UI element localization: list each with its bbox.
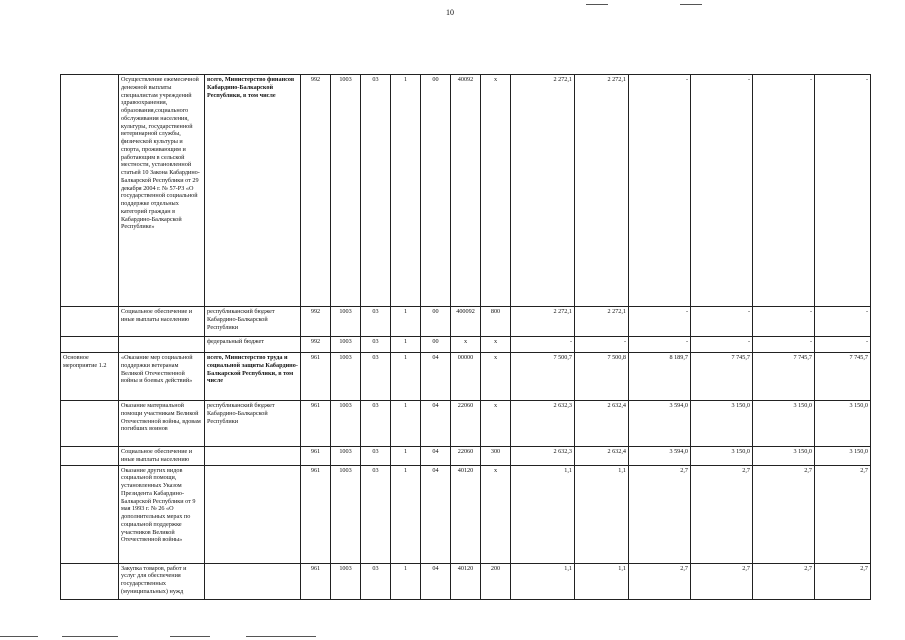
cell-rz: 1003	[331, 353, 361, 401]
table-row	[61, 465, 871, 563]
cell-cs1: 1	[391, 563, 421, 599]
name-cell: Социальное обеспечение и иные выплаты населению	[119, 307, 205, 337]
cell-v2023: -	[753, 75, 815, 307]
cell-cs3: 00000	[451, 353, 481, 401]
cell-v2021: 2,7	[629, 563, 691, 599]
cell-v2021: -	[629, 75, 691, 307]
table-row	[61, 563, 871, 599]
cell-v2021: -	[629, 337, 691, 353]
cell-vr: х	[481, 75, 511, 307]
cell-v2024: -	[815, 307, 871, 337]
cell-gr: 961	[301, 563, 331, 599]
cell-v2020: 2 632,4	[575, 447, 629, 466]
cell-v2020: 2 272,1	[575, 307, 629, 337]
cell-cs2: 04	[421, 401, 451, 447]
table-row	[61, 75, 871, 307]
header-rule	[680, 4, 702, 5]
cell-rz: 1003	[331, 337, 361, 353]
cell-cs1: 1	[391, 353, 421, 401]
cell-cs3: 40092	[451, 75, 481, 307]
cell-cs3: 22060	[451, 447, 481, 466]
cell-v2021: 3 594,0	[629, 447, 691, 466]
cell-v2021: 3 594,0	[629, 401, 691, 447]
cell-vr: 200	[481, 563, 511, 599]
cell-v2024: -	[815, 337, 871, 353]
cell-pr: 03	[361, 353, 391, 401]
cell-cs3: х	[451, 337, 481, 353]
cell-gr: 961	[301, 401, 331, 447]
cell-vr: х	[481, 465, 511, 563]
name-cell: Оказание материальной помощи участникам Великой Отечественной войны, вдовам погибших воинов	[119, 401, 205, 447]
cell-v2022: 7 745,7	[691, 353, 753, 401]
cell-v2024: 3 150,0	[815, 447, 871, 466]
footer-rule	[246, 636, 316, 637]
cell-vr: 800	[481, 307, 511, 337]
cell-v2019: 7 500,7	[511, 353, 575, 401]
cell-rz: 1003	[331, 401, 361, 447]
cell-vr: х	[481, 337, 511, 353]
header-rule	[586, 4, 608, 5]
name-cell: «Оказание мер социальной поддержки ветеранам Великой Отечественной войны и боевых действий»	[119, 353, 205, 401]
cell-v2024: 3 150,0	[815, 401, 871, 447]
cell-rz: 1003	[331, 563, 361, 599]
cell-pr: 03	[361, 75, 391, 307]
cell-v2020: -	[575, 337, 629, 353]
cell-v2022: 2,7	[691, 465, 753, 563]
measure-cell	[61, 75, 119, 307]
cell-cs3: 22060	[451, 401, 481, 447]
cell-v2023: -	[753, 307, 815, 337]
cell-v2023: 7 745,7	[753, 353, 815, 401]
source-cell: республиканский бюджет Кабардино-Балкарской Республики	[205, 401, 301, 447]
name-cell: Осуществление ежемесячной денежной выплаты специалистам учреждений здравоохранения, образования,социального обслуживания населения, культуры, государственной ветеринарной службы, физической культуры и спорта, проживающим и работающим в сельской местности, установленной статьей 10 Закона Кабардино-Балкарской Республики от 29 декабря 2004 г. № 57-РЗ «О государственной социальной поддержке отдельных категорий граждан в Кабардино-Балкарской Республике»	[119, 75, 205, 307]
table-row	[61, 447, 871, 466]
cell-v2020: 1,1	[575, 465, 629, 563]
cell-pr: 03	[361, 307, 391, 337]
table-row	[61, 353, 871, 401]
table-row	[61, 337, 871, 353]
name-cell	[119, 337, 205, 353]
name-cell: Оказание других видов социальной помощи, установленных Указом Президента Кабардино-Балкарской Республики от 9 мая 1993 г. № 26 «О дополнительных мерах по социальной поддержке участников Великой Отечественной войны»	[119, 465, 205, 563]
table-row	[61, 401, 871, 447]
cell-cs1: 1	[391, 75, 421, 307]
cell-pr: 03	[361, 465, 391, 563]
cell-cs1: 1	[391, 401, 421, 447]
cell-cs1: 1	[391, 337, 421, 353]
cell-v2022: -	[691, 337, 753, 353]
cell-pr: 03	[361, 337, 391, 353]
cell-cs1: 1	[391, 465, 421, 563]
cell-v2020: 2 632,4	[575, 401, 629, 447]
footer-rule	[0, 636, 38, 637]
cell-rz: 1003	[331, 465, 361, 563]
page-number: 10	[446, 8, 454, 17]
cell-v2021: 8 189,7	[629, 353, 691, 401]
cell-v2023: 3 150,0	[753, 401, 815, 447]
cell-v2022: 3 150,0	[691, 447, 753, 466]
cell-v2024: 2,7	[815, 465, 871, 563]
cell-v2019: 2 272,1	[511, 75, 575, 307]
cell-vr: 300	[481, 447, 511, 466]
measure-cell	[61, 447, 119, 466]
cell-cs2: 04	[421, 465, 451, 563]
cell-v2022: -	[691, 307, 753, 337]
measure-cell: Основное мероприятие 1.2	[61, 353, 119, 401]
cell-pr: 03	[361, 401, 391, 447]
source-cell: республиканский бюджет Кабардино-Балкарской Республики	[205, 307, 301, 337]
cell-v2023: 2,7	[753, 563, 815, 599]
source-cell: всего, Министерство финансов Кабардино-Балкарской Республики, в том числе	[205, 75, 301, 307]
cell-v2019: 2 632,3	[511, 447, 575, 466]
cell-cs3: 40120	[451, 465, 481, 563]
cell-cs2: 00	[421, 337, 451, 353]
table-row	[61, 307, 871, 337]
cell-v2021: 2,7	[629, 465, 691, 563]
footer-rule	[62, 636, 118, 637]
cell-v2022: -	[691, 75, 753, 307]
cell-v2023: -	[753, 337, 815, 353]
cell-v2024: 7 745,7	[815, 353, 871, 401]
source-cell	[205, 563, 301, 599]
cell-gr: 961	[301, 465, 331, 563]
cell-cs2: 04	[421, 447, 451, 466]
cell-v2020: 7 500,8	[575, 353, 629, 401]
name-cell: Закупка товаров, работ и услуг для обеспечения государственных (муниципальных) нужд	[119, 563, 205, 599]
cell-gr: 992	[301, 337, 331, 353]
budget-table	[60, 74, 871, 600]
source-cell: всего, Министерство труда и социальной защиты Кабардино-Балкарской Республики, в том числе	[205, 353, 301, 401]
measure-cell	[61, 307, 119, 337]
cell-v2019: 1,1	[511, 563, 575, 599]
cell-v2020: 1,1	[575, 563, 629, 599]
cell-vr: х	[481, 353, 511, 401]
cell-cs2: 04	[421, 353, 451, 401]
cell-v2019: 2 632,3	[511, 401, 575, 447]
cell-v2019: 2 272,1	[511, 307, 575, 337]
measure-cell	[61, 337, 119, 353]
cell-pr: 03	[361, 447, 391, 466]
cell-gr: 961	[301, 353, 331, 401]
cell-rz: 1003	[331, 75, 361, 307]
cell-cs3: 400092	[451, 307, 481, 337]
source-cell	[205, 447, 301, 466]
cell-vr: х	[481, 401, 511, 447]
cell-v2024: -	[815, 75, 871, 307]
measure-cell	[61, 563, 119, 599]
cell-cs2: 04	[421, 563, 451, 599]
source-cell	[205, 465, 301, 563]
cell-cs2: 00	[421, 307, 451, 337]
cell-rz: 1003	[331, 307, 361, 337]
cell-gr: 961	[301, 447, 331, 466]
cell-pr: 03	[361, 563, 391, 599]
cell-cs1: 1	[391, 447, 421, 466]
measure-cell	[61, 465, 119, 563]
cell-v2022: 3 150,0	[691, 401, 753, 447]
measure-cell	[61, 401, 119, 447]
cell-v2023: 3 150,0	[753, 447, 815, 466]
cell-v2019: -	[511, 337, 575, 353]
cell-cs1: 1	[391, 307, 421, 337]
cell-v2021: -	[629, 307, 691, 337]
cell-cs2: 00	[421, 75, 451, 307]
footer-rule	[170, 636, 210, 637]
cell-gr: 992	[301, 307, 331, 337]
cell-rz: 1003	[331, 447, 361, 466]
cell-cs3: 40120	[451, 563, 481, 599]
cell-v2024: 2,7	[815, 563, 871, 599]
cell-v2023: 2,7	[753, 465, 815, 563]
source-cell: федеральный бюджет	[205, 337, 301, 353]
cell-gr: 992	[301, 75, 331, 307]
name-cell: Социальное обеспечение и иные выплаты населению	[119, 447, 205, 466]
cell-v2020: 2 272,1	[575, 75, 629, 307]
cell-v2022: 2,7	[691, 563, 753, 599]
cell-v2019: 1,1	[511, 465, 575, 563]
